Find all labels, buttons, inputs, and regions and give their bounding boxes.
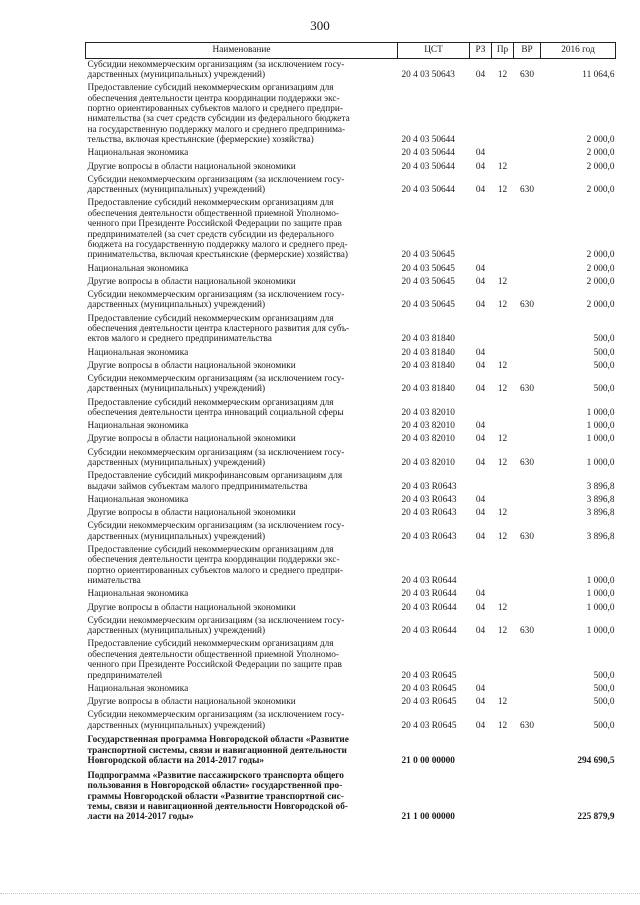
table-row [86,447,616,471]
table-body [86,59,616,826]
cell-name: Национальная экономика [87,148,189,159]
cell-amount: 2 000,0 [586,263,615,274]
cell-amount: 2 000,0 [586,276,615,287]
cell-vr: 630 [520,720,534,731]
cell-vr: 630 [520,626,534,637]
cell-pr: 12 [497,185,508,196]
table-row [86,521,616,545]
table-row [86,148,616,161]
cell-name: Подпрограмма «Развитие пассажирского транспорта общего пользования в Новгородской области» государственной про- граммы Новгородской области «Развитие транспортной сис- темы, связи и навигационной деятельности Новгородской об- ласти на 2014-2017 годы» [87,770,348,823]
cell-amount: 3 896,8 [586,494,615,505]
cell-vr [514,83,541,148]
cell-name: Государственная программа Новгородской области «Развитие транспортной системы, связи и навигационной деятельности Новгородской области на 2014-2017 годы» [87,735,349,767]
cell-vr [514,313,541,347]
cell-cst: 20 4 03 50644 [401,135,455,146]
cell-cst: 21 1 00 00000 [401,812,455,823]
cell-vr [514,276,541,289]
table-row [86,544,616,588]
cell-vr: 630 [520,185,534,196]
cell-name: Предоставление субсидий некоммерческим организациям для обеспечения деятельности общественной приемной Уполномо- ченного при Президенте Российской Федерации по защите прав предпринимателей (за счет средств субсидии из федерального бюджета на государственную поддержку малого и среднего пред- принимательства, включая крестьянские (фермерские) хозяйства) [87,198,348,261]
cell-cst: 21 0 00 00000 [401,756,455,767]
cell-name: Национальная экономика [87,683,189,694]
cell-amount: 1 000,0 [586,408,615,419]
cell-vr: 630 [520,300,534,311]
cell-amount: 3 896,8 [586,508,615,519]
cell-cst: 20 4 03 R0645 [401,683,457,694]
cell-name: Субсидии некоммерческим организациям (за исключением госу- дарственных (муниципальных) учреждений) [87,290,345,311]
cell-name: Национальная экономика [87,263,189,274]
cell-pr [492,494,514,507]
cell-cst: 20 4 03 R0645 [401,696,457,707]
table-row [86,290,616,314]
table-row [86,374,616,398]
cell-cst: 20 4 03 R0644 [401,626,457,637]
cell-amount: 500,0 [593,696,615,707]
cell-cst: 20 4 03 50644 [401,185,455,196]
table-row [86,313,616,347]
cell-rz: 04 [475,531,486,542]
table-row [86,161,616,174]
cell-vr [514,347,541,360]
header-pr: Пр [492,43,514,59]
cell-rz: 04 [475,161,486,172]
cell-amount: 225 879,9 [577,812,615,823]
cell-amount: 1 000,0 [586,421,615,432]
cell-amount: 500,0 [593,384,615,395]
cell-rz: 04 [475,148,486,159]
cell-pr [492,263,514,276]
cell-name: Другие вопросы в области национальной экономики [87,276,296,287]
cell-name: Субсидии некоммерческим организациям (за исключением госу- дарственных (муниципальных) учреждений) [87,59,345,80]
cell-vr [514,360,541,373]
table-row [86,421,616,434]
cell-pr [492,83,514,148]
cell-rz: 04 [475,360,486,371]
cell-vr [514,639,541,683]
cell-pr: 12 [497,300,508,311]
cell-amount: 294 690,5 [577,756,615,767]
cell-cst: 20 4 03 R0645 [401,720,457,731]
table-row [86,589,616,602]
header-vr: ВР [514,43,541,59]
cell-cst: 20 4 03 82010 [401,408,455,419]
table-row [86,769,616,825]
cell-vr [514,397,541,421]
cell-rz: 04 [475,69,486,80]
cell-name: Предоставление субсидий некоммерческим организациям для обеспечения деятельности общественной приемной Уполномо- ченного при Президенте Российской Федерации по защите прав предпринимателей [87,639,342,681]
cell-vr: 630 [520,69,534,80]
cell-amount: 500,0 [593,720,615,731]
table-row [86,471,616,495]
cell-name: Субсидии некоммерческим организациям (за исключением госу- дарственных (муниципальных) учреждений) [87,521,345,542]
cell-rz: 04 [475,589,486,600]
cell-amount: 2 000,0 [586,250,615,261]
cell-rz [470,83,492,148]
cell-cst: 20 4 03 82010 [401,421,455,432]
cell-name: Субсидии некоммерческим организациям (за исключением госу- дарственных (муниципальных) учреждений) [87,174,345,196]
cell-name: Субсидии некоммерческим организациям (за исключением госу- дарственных (муниципальных) учреждений) [87,615,345,637]
cell-vr [514,696,541,709]
cell-rz [470,313,492,347]
cell-cst: 20 4 03 R0643 [401,481,457,492]
cell-name: Предоставление субсидий некоммерческим организациям для обеспечения деятельности центра кластерного развития для субъ- ектов малого и среднего предпринимательства [87,313,350,345]
cell-amount: 3 896,8 [586,531,615,542]
cell-cst: 20 4 03 82010 [401,458,455,469]
cell-name: Другие вопросы в области национальной экономики [87,696,296,707]
cell-rz: 04 [475,683,486,694]
cell-cst: 20 4 03 50644 [401,148,455,159]
bottom-divider [0,893,640,895]
cell-cst: 20 4 03 R0643 [401,531,457,542]
cell-vr [514,471,541,495]
header-rz: РЗ [470,43,492,59]
cell-rz: 04 [475,276,486,287]
cell-amount: 1 000,0 [586,602,615,613]
cell-pr [492,347,514,360]
cell-cst: 20 4 03 81840 [401,360,455,371]
cell-pr [492,471,514,495]
table-row [86,198,616,263]
cell-cst: 20 4 03 R0644 [401,589,457,600]
cell-amount: 500,0 [593,334,615,345]
budget-table [85,42,616,825]
table-row [86,347,616,360]
cell-pr [492,639,514,683]
cell-vr [514,544,541,588]
cell-cst: 20 4 03 R0644 [401,576,457,587]
cell-amount: 2 000,0 [586,148,615,159]
table-row [86,683,616,696]
cell-pr [492,421,514,434]
cell-name: Субсидии некоммерческим организациям (за исключением госу- дарственных (муниципальных) учреждений) [87,374,345,395]
cell-pr: 12 [497,360,508,371]
cell-pr: 12 [497,434,508,445]
cell-cst: 20 4 03 R0643 [401,508,457,519]
table-row [86,710,616,734]
table-row [86,602,616,615]
cell-pr [492,769,514,825]
cell-pr [492,544,514,588]
cell-amount: 2 000,0 [586,135,615,146]
cell-rz: 04 [475,458,486,469]
table-row [86,434,616,447]
cell-pr [492,198,514,263]
table-row [86,696,616,709]
cell-cst: 20 4 03 81840 [401,384,455,395]
cell-amount: 11 064,6 [582,69,615,80]
cell-cst: 20 4 03 50644 [401,161,455,172]
cell-rz [470,397,492,421]
cell-rz [470,733,492,769]
table-row [86,494,616,507]
cell-cst: 20 4 03 50645 [401,263,455,274]
cell-pr: 12 [497,508,508,519]
cell-rz [470,769,492,825]
cell-vr [514,589,541,602]
cell-rz: 04 [475,720,486,731]
cell-pr: 12 [497,384,508,395]
table-row [86,360,616,373]
cell-cst: 20 4 03 R0643 [401,494,457,505]
cell-amount: 2 000,0 [586,300,615,311]
cell-name: Субсидии некоммерческим организациям (за исключением госу- дарственных (муниципальных) учреждений) [87,447,345,469]
cell-rz: 04 [475,384,486,395]
table-header-row [86,43,616,59]
table-row [86,83,616,148]
cell-rz: 04 [475,602,486,613]
cell-vr [514,148,541,161]
cell-pr: 12 [497,458,508,469]
cell-amount: 1 000,0 [586,626,615,637]
cell-name: Субсидии некоммерческим организациям (за исключением госу- дарственных (муниципальных) учреждений) [87,710,345,731]
cell-vr [514,434,541,447]
table-row [86,59,616,83]
cell-amount: 500,0 [593,670,615,681]
cell-rz [470,471,492,495]
header-year: 2016 год [541,43,616,59]
cell-rz: 04 [475,300,486,311]
cell-vr [514,263,541,276]
cell-pr: 12 [497,276,508,287]
cell-rz: 04 [475,263,486,274]
cell-rz: 04 [475,696,486,707]
cell-rz: 04 [475,347,486,358]
cell-name: Национальная экономика [87,421,189,432]
cell-name: Национальная экономика [87,347,189,358]
cell-cst: 20 4 03 81840 [401,347,455,358]
cell-vr [514,508,541,521]
cell-pr [492,589,514,602]
cell-vr [514,198,541,263]
cell-pr [492,733,514,769]
cell-amount: 500,0 [593,683,615,694]
cell-pr: 12 [497,720,508,731]
cell-pr: 12 [497,626,508,637]
header-cst: ЦСТ [398,43,470,59]
cell-name: Другие вопросы в области национальной экономики [87,508,296,519]
table-row [86,615,616,639]
page-number: 300 [310,18,330,33]
cell-name: Национальная экономика [87,589,189,600]
cell-pr: 12 [497,69,508,80]
cell-cst: 20 4 03 81840 [401,334,455,345]
cell-rz: 04 [475,494,486,505]
cell-rz: 04 [475,185,486,196]
cell-vr: 630 [520,458,534,469]
cell-amount: 1 000,0 [586,458,615,469]
cell-vr [514,602,541,615]
table-row [86,733,616,769]
cell-amount: 2 000,0 [586,161,615,172]
cell-vr [514,494,541,507]
cell-cst: 20 4 03 R0645 [401,670,457,681]
table-row [86,508,616,521]
cell-rz: 04 [475,508,486,519]
cell-cst: 20 4 03 50643 [401,69,455,80]
cell-pr: 12 [497,161,508,172]
cell-amount: 500,0 [593,347,615,358]
cell-pr: 12 [497,696,508,707]
cell-vr: 630 [520,531,534,542]
cell-vr: 630 [520,384,534,395]
cell-amount: 1 000,0 [586,576,615,587]
cell-amount: 2 000,0 [586,185,615,196]
cell-vr [514,683,541,696]
cell-name: Другие вопросы в области национальной экономики [87,434,296,445]
cell-vr [514,421,541,434]
cell-rz: 04 [475,421,486,432]
cell-rz [470,544,492,588]
cell-name: Национальная экономика [87,494,189,505]
cell-amount: 3 896,8 [586,481,615,492]
cell-cst: 20 4 03 R0644 [401,602,457,613]
cell-name: Другие вопросы в области национальной экономики [87,360,296,371]
header-name: Наименование [86,43,398,59]
table-row [86,263,616,276]
cell-pr [492,397,514,421]
cell-vr [514,733,541,769]
cell-vr [514,769,541,825]
cell-cst: 20 4 03 50645 [401,276,455,287]
table-row [86,174,616,198]
cell-name: Другие вопросы в области национальной экономики [87,602,296,613]
cell-cst: 20 4 03 50645 [401,300,455,311]
cell-amount: 500,0 [593,360,615,371]
cell-rz [470,198,492,263]
cell-pr [492,148,514,161]
cell-rz: 04 [475,434,486,445]
cell-name: Другие вопросы в области национальной экономики [87,161,296,172]
cell-vr [514,161,541,174]
table-row [86,276,616,289]
cell-pr: 12 [497,531,508,542]
cell-amount: 1 000,0 [586,434,615,445]
cell-pr: 12 [497,602,508,613]
cell-rz: 04 [475,626,486,637]
cell-name: Предоставление субсидий некоммерческим организациям для обеспечения деятельности центра инноваций социальной сферы [87,397,344,419]
cell-pr [492,683,514,696]
cell-cst: 20 4 03 50645 [401,250,455,261]
cell-rz [470,639,492,683]
cell-cst: 20 4 03 82010 [401,434,455,445]
cell-name: Предоставление субсидий микрофинансовым организациям для выдачи займов субъектам малого предпринимательства [87,471,343,492]
table-row [86,639,616,683]
cell-name: Предоставление субсидий некоммерческим организациям для обеспечения деятельности центра координации поддержки экс- портно ориентированных субъектов малого и среднего предпри- нимательства (за счет средств субсидии из федерального бюджета на государственную поддержку малого и среднего предпринима- тельства, включая крестьянские (фермерские) хозяйства) [87,83,350,146]
cell-pr [492,313,514,347]
cell-name: Предоставление субсидий некоммерческим организациям для обеспечения деятельности центра координации поддержки экс- портно ориентированных субъектов малого и среднего предпри- нимательства [87,544,343,587]
cell-amount: 1 000,0 [586,589,615,600]
table-row [86,397,616,421]
